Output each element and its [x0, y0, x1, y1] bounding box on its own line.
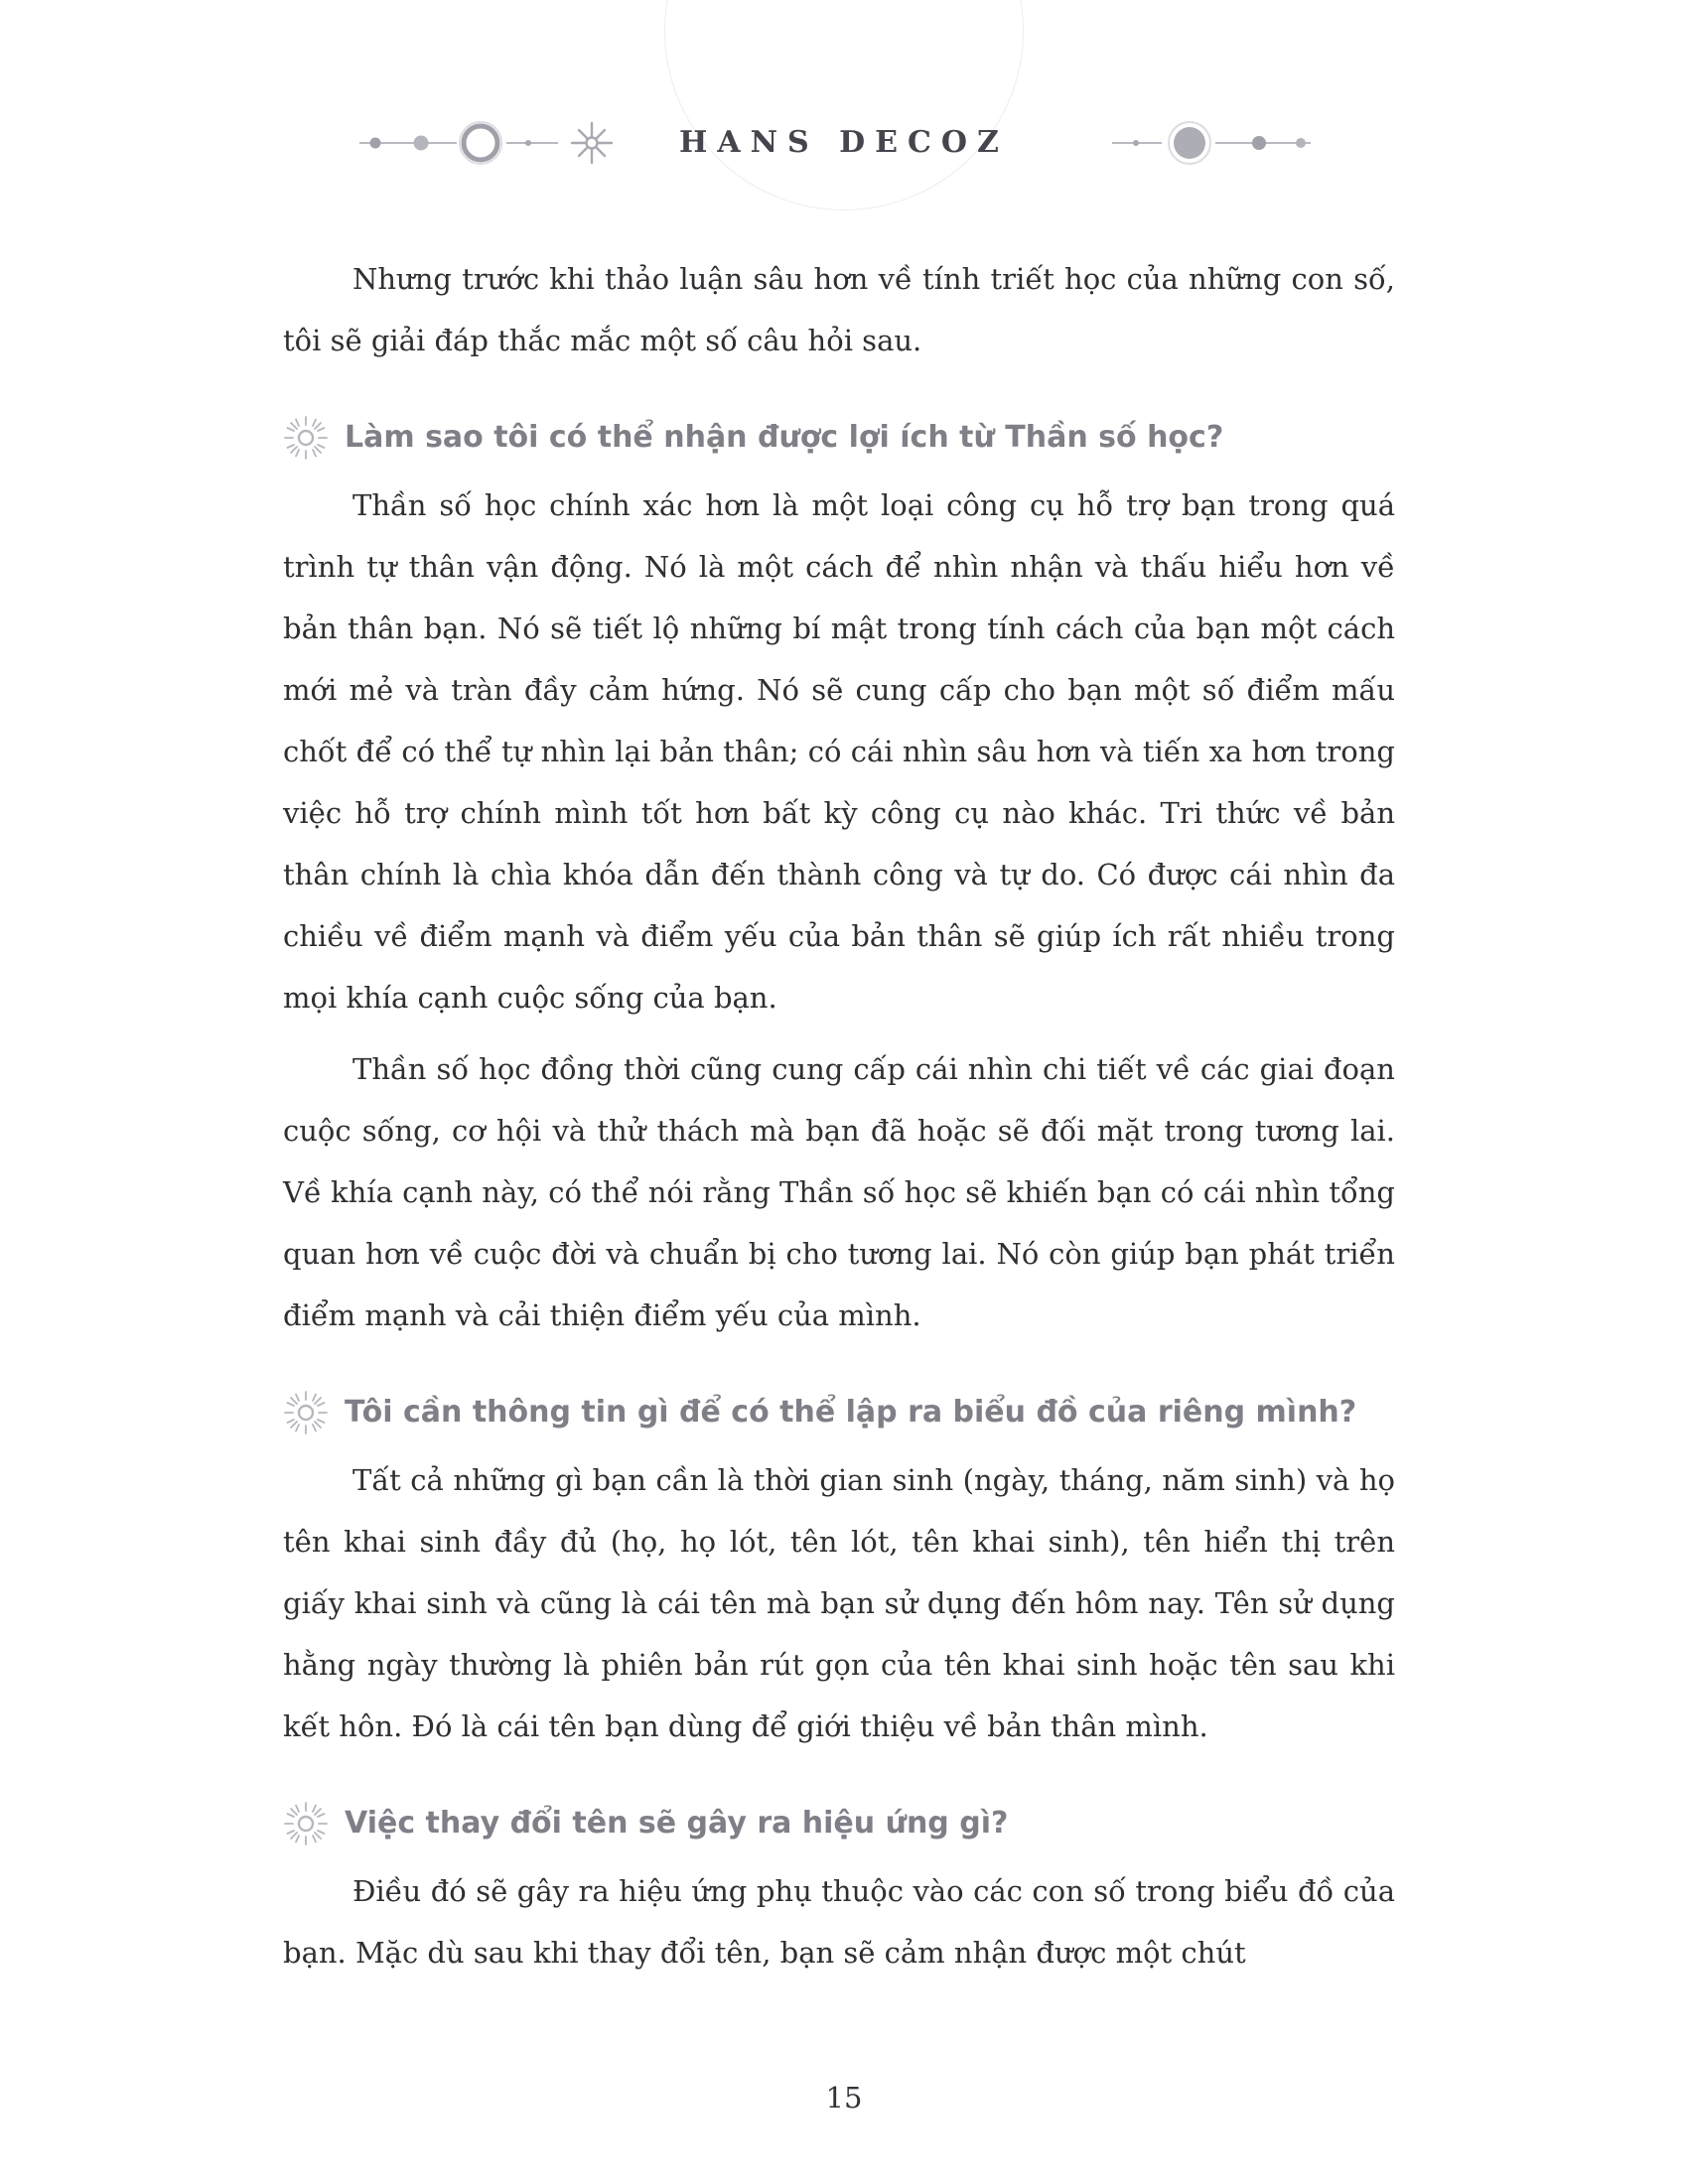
dot-icon [1296, 138, 1306, 148]
star-burst-icon [572, 123, 612, 163]
dot-icon [1252, 136, 1266, 150]
paragraph: Thần số học chính xác hơn là một loại công cụ hỗ trợ bạn trong quá trình tự thân vận động. Nó là một cách để nhìn nhận và thấu hiểu hơn về bản thân bạn. Nó sẽ tiết lộ những bí mật trong tính cách của bạn một cách mới mẻ và tràn đầy cảm hứng. Nó sẽ cung cấp cho bạn một số điểm mấu chốt để có thể tự nhìn lại bản thân; có cái nhìn sâu hơn và tiến xa hơn trong việc hỗ trợ chính mình tốt hơn bất kỳ công cụ nào khác. Tri thức về bản thân chính là chìa khóa dẫn đến thành công và tự do. Có được cái nhìn đa chiều về điểm mạnh và điểm yếu của bản thân sẽ giúp ích rất nhiều trong mọi khía cạnh cuộc sống của bạn. [283, 488, 1395, 1015]
section-heading: Việc thay đổi tên sẽ gây ra hiệu ứng gì? [345, 1806, 1009, 1842]
dot-icon [414, 136, 429, 151]
page-number: 15 [825, 2081, 863, 2115]
section-heading: Làm sao tôi có thể nhận được lợi ích từ Thần số học? [345, 420, 1224, 456]
page-header [0, 0, 1688, 175]
sun-burst-icon [283, 1801, 329, 1846]
section-heading-row [283, 415, 1395, 461]
section-required-info [283, 1390, 1395, 1757]
section-heading-row [283, 1801, 1395, 1846]
celestial-ornament-right [1051, 111, 1329, 175]
celestial-ornament-left [359, 111, 637, 175]
planet-ring-icon [464, 126, 497, 160]
faint-circle-ornament [664, 0, 1024, 210]
section-heading-row [283, 1390, 1395, 1435]
sun-burst-icon [283, 1390, 329, 1435]
sun-burst-icon [283, 415, 329, 461]
dot-icon [370, 138, 381, 149]
book-author-title: HANS DECOZ [679, 125, 1009, 160]
dot-icon [1133, 140, 1139, 146]
page-footer [0, 2081, 1688, 2115]
paragraph: Điều đó sẽ gây ra hiệu ứng phụ thuộc vào các con số trong biểu đồ của bạn. Mặc dù sau khi thay đổi tên, bạn sẽ cảm nhận được một chút [283, 1874, 1395, 1970]
section-heading: Tôi cần thông tin gì để có thể lập ra biểu đồ của riêng mình? [345, 1395, 1357, 1431]
section-name-change [283, 1801, 1395, 1983]
paragraph: Tất cả những gì bạn cần là thời gian sinh (ngày, tháng, năm sinh) và họ tên khai sinh đầy đủ (họ, họ lót, tên lót, tên khai sinh), tên hiển thị trên giấy khai sinh và cũng là cái tên mà bạn sử dụng đến hôm nay. Tên sử dụng hằng ngày thường là phiên bản rút gọn của tên khai sinh hoặc tên sau khi kết hôn. Đó là cái tên bạn dùng để giới thiệu về bản thân mình. [283, 1463, 1395, 1743]
page-body [0, 248, 1688, 1983]
planet-icon [1174, 127, 1205, 159]
paragraph: Thần số học đồng thời cũng cung cấp cái nhìn chi tiết về các giai đoạn cuộc sống, cơ hội và thử thách mà bạn đã hoặc sẽ đối mặt trong tương lai. Về khía cạnh này, có thể nói rằng Thần số học sẽ khiến bạn có cái nhìn tổng quan hơn về cuộc đời và chuẩn bị cho tương lai. Nó còn giúp bạn phát triển điểm mạnh và cải thiện điểm yếu của mình. [283, 1052, 1395, 1332]
crescent-moon-icon [1070, 125, 1088, 161]
dot-icon [525, 140, 531, 146]
section-benefits [283, 415, 1395, 1346]
paragraph-intro: Nhưng trước khi thảo luận sâu hơn về tính triết học của những con số, tôi sẽ giải đáp thắc mắc một số câu hỏi sau. [283, 262, 1395, 357]
